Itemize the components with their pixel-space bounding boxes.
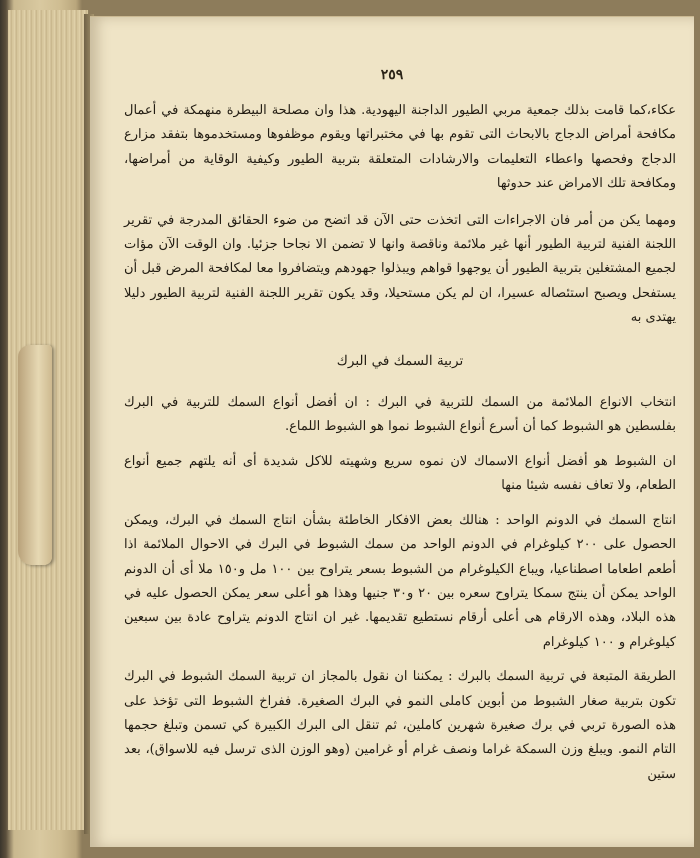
paragraph-lead: انتخاب الانواع الملائمة من السمك للتربية في البرك : — [357, 395, 676, 411]
section-heading: تربية السمك في البرك — [336, 352, 464, 369]
paragraph-text: يمكننا ان نقول بالمجاز ان تربية السمك الشبوط في البرك تكون بتربية صغار الشبوط من أبوين كاملى النمو في البرك الصغيرة. ففراخ الشبوط التى تؤخذ على هذه الصورة تربي في برك صغيرة شهرين كاملين، ثم تنقل الى البرك الكبيرة كي تسمن وتبلغ حجمها التام النمو. ويبلغ وزن السمكة غراما ونصف غرام أو غرامين (وهو الوزن الذى ترسل فيه للاسواق)، بعد ستين — [124, 669, 676, 782]
paragraph-1: عكاء،كما قامت بذلك جمعية مربي الطيور الداجنة اليهودية. هذا وان مصلحة البيطرة منهمكة في أعمال مكافحة أمراض الدجاج بالابحاث التى تقوم بها في مختبراتها ويقوم موظفوها ومستخدموها بتفقد مزارع الدجاج وفحصها واعطاء التعليمات والارشادات المتعلقة بتربية الطيور وكيفية الوقاية من أمراضها، ومكافحة تلك الامراض عند حدوثها — [124, 103, 676, 192]
book-page — [90, 16, 694, 847]
paragraph-2: ومهما يكن من أمر فان الاجراءات التى اتخذت حتى الآن قد اتضح من ضوء الحقائق المدرجة في تقرير اللجنة الفنية لتربية الطيور أنها غير ملائمة وناقصة وانها لا تضمن الا نجاحا جزئيا. وان الوقت الآن مؤات لجميع المشتغلين بتربية الطيور أن يوجهوا قواهم ويبذلوا جهودهم ويتضافروا معا لمكافحة المرض قبل أن يستفحل ويصبح استئصاله عسيرا، ان لم يكن مستحيلا، وقد يكون تقرير اللجنة الفنية لتربية الطيور دليلا يهتدى به — [124, 212, 676, 326]
section-paragraph-4 — [124, 665, 676, 787]
paragraph-lead: انتاج السمك في الدونم الواحد : — [488, 512, 676, 528]
page-number: ٢٥٩ — [380, 67, 404, 83]
section-paragraph-2 — [124, 450, 676, 499]
page-content — [124, 99, 676, 797]
section-paragraph-1 — [124, 391, 676, 440]
paragraph-lead: الطريقة المتبعة في تربية السمك بالبرك : — [442, 669, 676, 685]
paragraph-text: ان أفضل أنواع السمك للتربية في البرك بفلسطين هو الشبوط كما أن أسرع أنواع الشبوط نموا هو الشبوط اللماع. — [124, 395, 676, 435]
paragraph-text: ان الشبوط هو أفضل أنواع الاسماك لان نموه سريع وشهيته للاكل شديدة أى أنه يلتهم جميع أنواع الطعام، ولا تعاف نفسه شيئا منها — [124, 453, 676, 494]
section-paragraph-3 — [124, 509, 676, 655]
torn-page-flap — [18, 345, 52, 565]
paragraph-text: هنالك بعض الافكار الخاطئة بشأن انتاج السمك في البرك، ويمكن الحصول على ٢٠٠ كيلوغرام في الدونم الواحد من سمك الشبوط في البرك في الاحوال الملائمة اذا أطعم اطعاما اصطناعيا، ويباع الكيلوغرام من الشبوط بسعر يتراوح بين ١٠٠ مل و١٥٠ ملا أى أن الدونم الواحد يمكن أن ينتج سمكا يتراوح سعره بين ٢٠ و٣٠ جنيها وهذا هو أعلى سعر يمكن الحصول عليه في هذه البلاد، وهذه الارقام هى أعلى أرقام نستطيع تقديمها. غير ان انتاج الدونم يتراوح عادة بين سبعين كيلوغرام و ١٠٠ كيلوغرام — [124, 512, 677, 650]
